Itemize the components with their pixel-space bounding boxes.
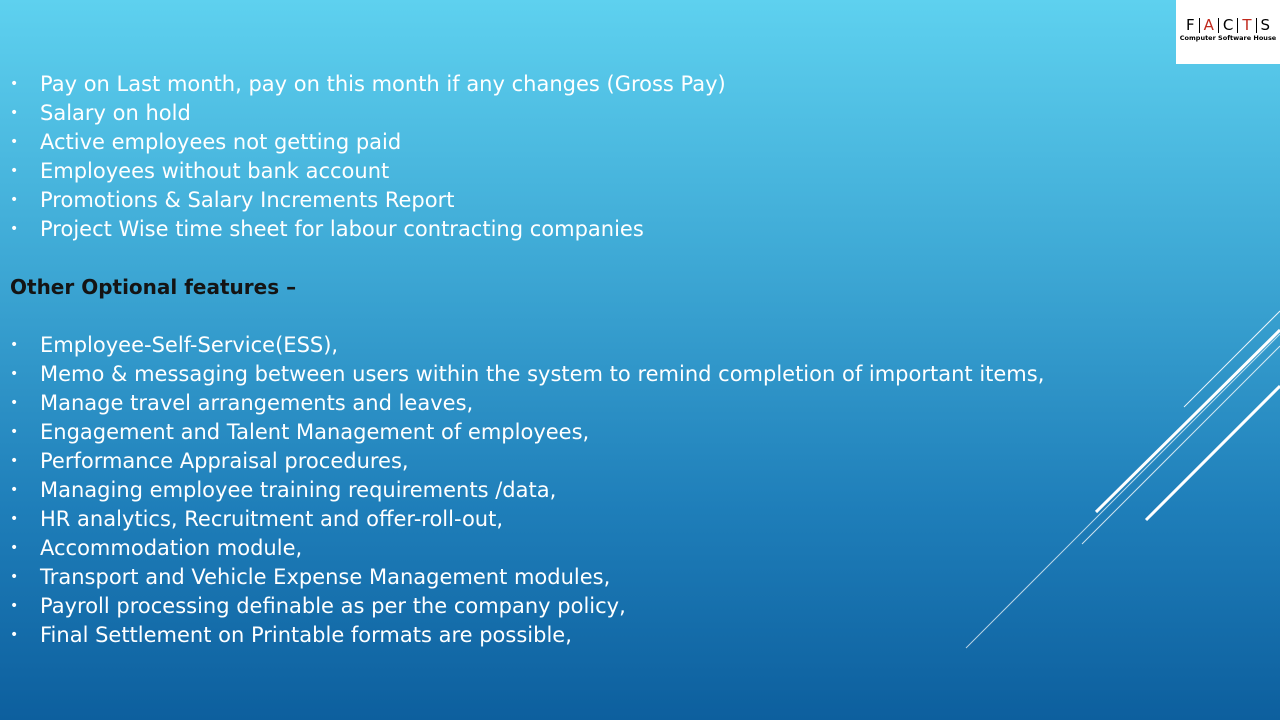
list-item [10,331,1170,360]
bullet-icon: • [10,627,19,643]
spacer [10,244,1170,273]
list-item [10,157,1170,186]
bullet-icon: • [10,424,19,440]
list-item [10,128,1170,157]
logo-letters [1176,18,1280,33]
list-item-text: Managing employee training requirements /data, [40,478,557,502]
list-item-text: Employees without bank account [40,159,390,183]
facts-logo [1176,0,1280,64]
bullet-icon: • [10,221,19,237]
spacer [10,302,1170,331]
list-item [10,360,1170,389]
list-item [10,505,1170,534]
list-item-text: HR analytics, Recruitment and offer-roll-out, [40,507,504,531]
list-item [10,534,1170,563]
list-item-text: Payroll processing definable as per the company policy, [40,594,626,618]
bullet-icon: • [10,569,19,585]
list-item [10,389,1170,418]
slide-content [10,70,1170,650]
list-item-text: Final Settlement on Printable formats are possible, [40,623,572,647]
logo-tagline: Computer Software House [1179,34,1277,42]
bullet-icon: • [10,511,19,527]
list-item [10,563,1170,592]
list-item-text: Pay on Last month, pay on this month if any changes (Gross Pay) [40,72,726,96]
bullet-icon: • [10,105,19,121]
list-item [10,215,1170,244]
list-item-text: Active employees not getting paid [40,130,402,154]
list-item-text: Accommodation module, [40,536,303,560]
list-item-text: Salary on hold [40,101,191,125]
bullet-icon: • [10,395,19,411]
list-item-text: Employee-Self-Service(ESS), [40,333,339,357]
list-item [10,99,1170,128]
bullet-icon: • [10,134,19,150]
list-item [10,621,1170,650]
bullet-icon: • [10,453,19,469]
list-item [10,418,1170,447]
bullet-icon: • [10,366,19,382]
list-item-text: Manage travel arrangements and leaves, [40,391,474,415]
list-item [10,186,1170,215]
optional-features-list [10,331,1170,650]
bullet-icon: • [10,482,19,498]
logo-letter: C [1218,18,1237,33]
list-item-text: Transport and Vehicle Expense Management modules, [40,565,611,589]
bullet-icon: • [10,598,19,614]
list-item-text: Promotions & Salary Increments Report [40,188,455,212]
logo-letter: T [1237,18,1255,33]
bullet-icon: • [10,337,19,353]
bullet-icon: • [10,76,19,92]
report-list [10,70,1170,244]
list-item-text: Memo & messaging between users within the system to remind completion of important items, [40,362,1045,386]
list-item [10,447,1170,476]
bullet-icon: • [10,192,19,208]
list-item [10,476,1170,505]
list-item [10,70,1170,99]
logo-letter: F [1185,16,1195,34]
section-heading: Other Optional features – [10,275,297,299]
list-item-text: Engagement and Talent Management of employees, [40,420,590,444]
bullet-icon: • [10,163,19,179]
bullet-icon: • [10,540,19,556]
list-item-text: Performance Appraisal procedures, [40,449,409,473]
logo-letter: A [1199,18,1218,33]
logo-letter: S [1256,18,1275,33]
list-item [10,592,1170,621]
list-item-text: Project Wise time sheet for labour contracting companies [40,217,644,241]
